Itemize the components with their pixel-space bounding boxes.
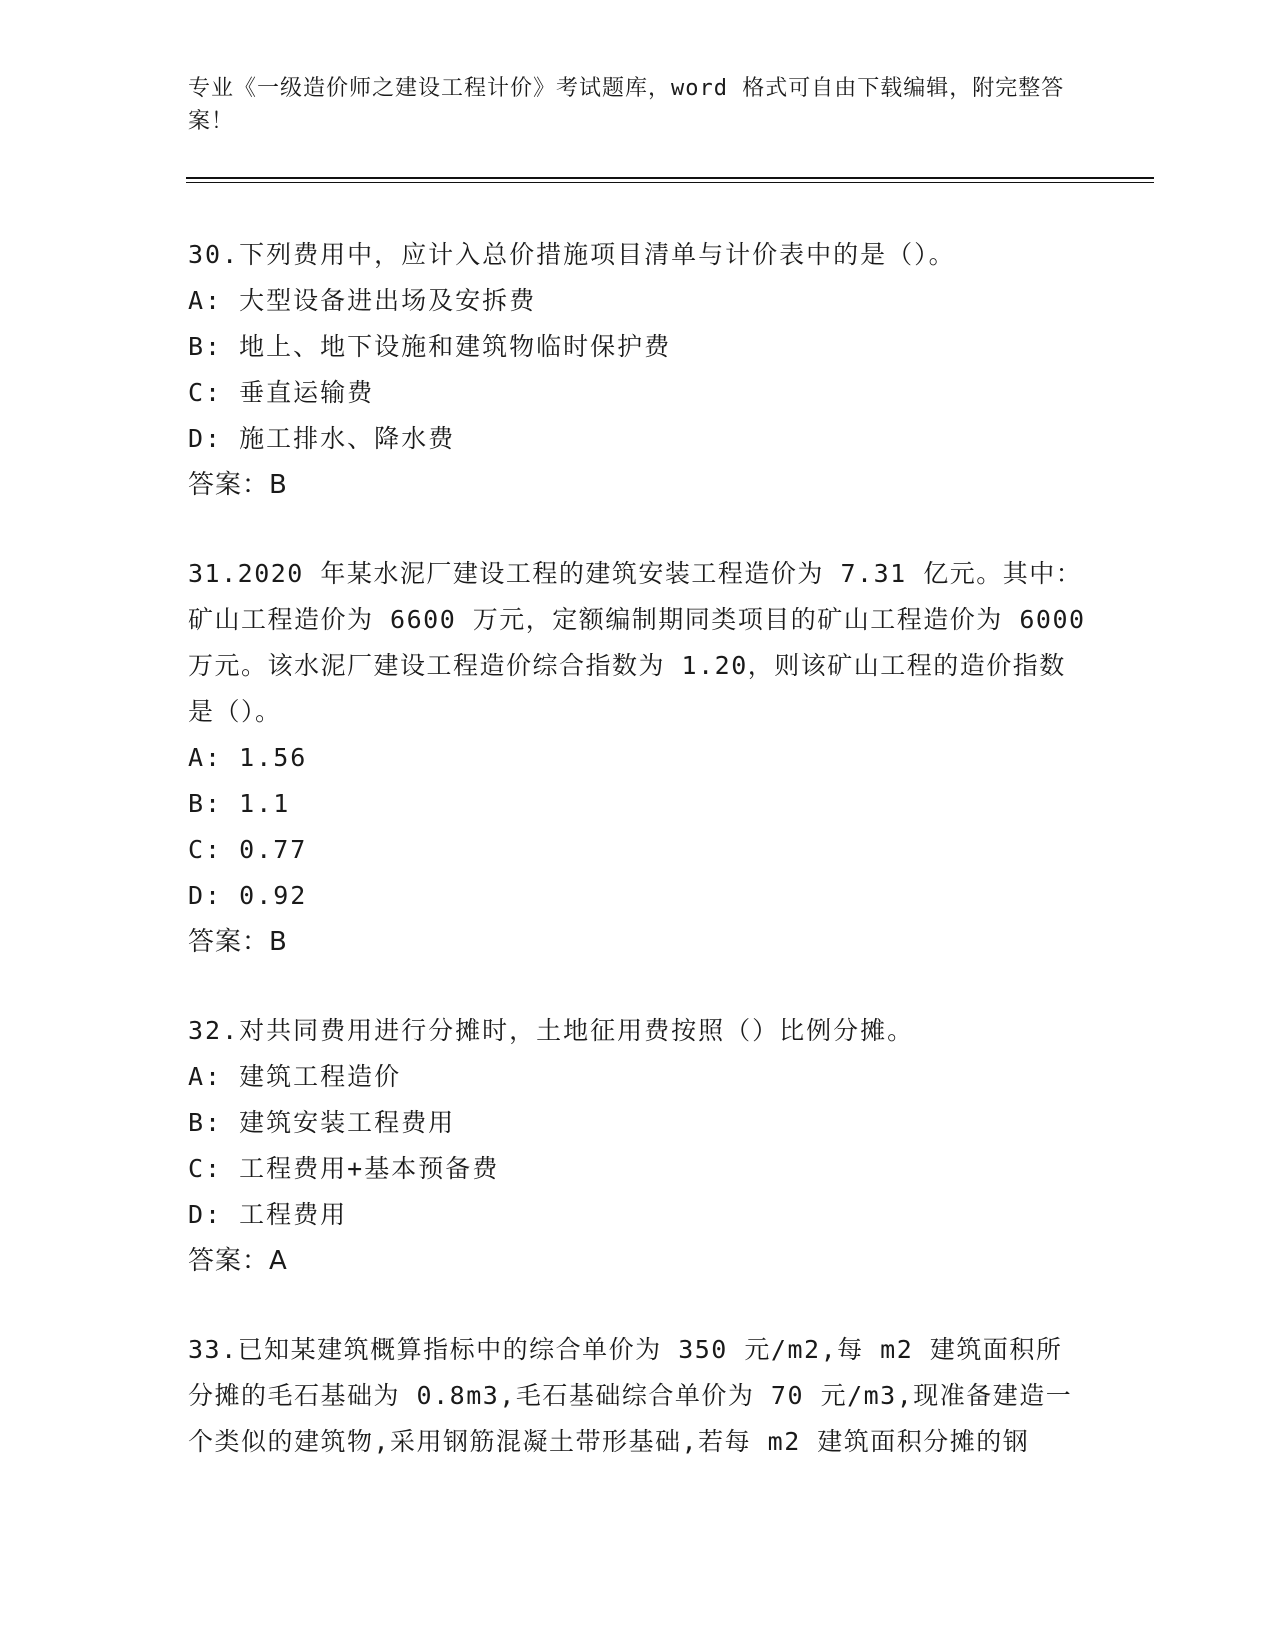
option-c: C: 0.77 — [188, 835, 308, 864]
question-stem: 30.下列费用中，应计入总价措施项目清单与计价表中的是（）。 — [188, 240, 956, 269]
question-stem: 33.已知某建筑概算指标中的综合单价为 350 元/m2,每 m2 建筑面积所分摊的毛石基础为 0.8m3,毛石基础综合单价为 70 元/m3,现准备建造一个类似的建筑物,采用钢筋混凝土带形基础,若每 m2 建筑面积分摊的钢 — [188, 1335, 1073, 1456]
answer: 答案：B — [188, 927, 288, 957]
option-c: C: 工程费用+基本预备费 — [188, 1154, 500, 1183]
question-32 — [188, 1008, 1088, 1284]
option-d: D: 施工排水、降水费 — [188, 424, 456, 453]
answer: 答案：A — [188, 1246, 288, 1276]
question-list — [188, 232, 1088, 1508]
question-31 — [188, 551, 1088, 965]
option-d: D: 0.92 — [188, 881, 308, 910]
header-divider-thin — [186, 182, 1154, 183]
header-divider-thick — [186, 177, 1154, 179]
option-a: A: 1.56 — [188, 743, 308, 772]
option-b: B: 1.1 — [188, 789, 291, 818]
question-33 — [188, 1327, 1088, 1465]
option-b: B: 地上、地下设施和建筑物临时保护费 — [188, 332, 672, 361]
question-30 — [188, 232, 1088, 508]
option-b: B: 建筑安装工程费用 — [188, 1108, 456, 1137]
document-header: 专业《一级造价师之建设工程计价》考试题库，word 格式可自由下载编辑，附完整答案！ — [188, 76, 1065, 134]
option-a: A: 建筑工程造价 — [188, 1062, 402, 1091]
answer: 答案：B — [188, 470, 288, 500]
question-stem: 32.对共同费用进行分摊时，土地征用费按照（）比例分摊。 — [188, 1016, 915, 1045]
option-c: C: 垂直运输费 — [188, 378, 375, 407]
option-a: A: 大型设备进出场及安拆费 — [188, 286, 537, 315]
option-d: D: 工程费用 — [188, 1200, 348, 1229]
question-stem: 31.2020 年某水泥厂建设工程的建筑安装工程造价为 7.31 亿元。其中：矿山工程造价为 6600 万元，定额编制期同类项目的矿山工程造价为 6000 万元。该水泥厂建设工程造价综合指数为 1.20，则该矿山工程的造价指数是（）。 — [188, 559, 1086, 726]
